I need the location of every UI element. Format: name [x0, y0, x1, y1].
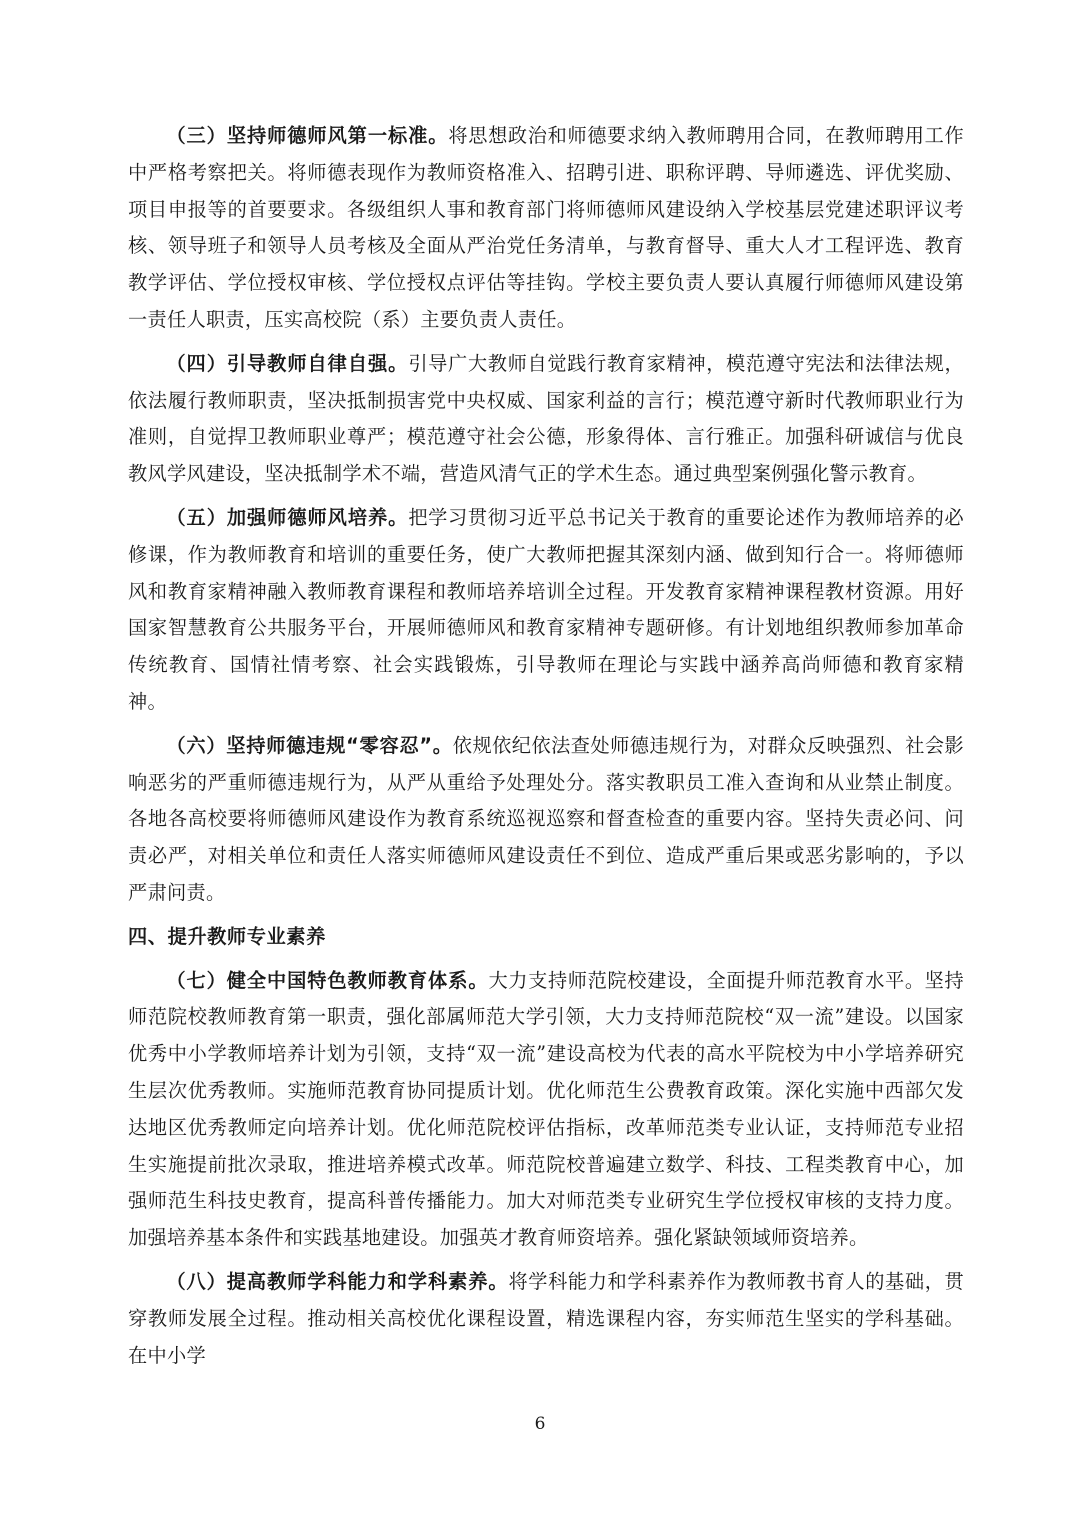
paragraph-6 [128, 728, 964, 912]
section-heading: 四、提升教师专业素养 [128, 924, 326, 948]
paragraph-heading: （七）健全中国特色教师教育体系。 [166, 968, 489, 992]
paragraph-body: 将思想政治和师德要求纳入教师聘用合同，在教师聘用工作中严格考察把关。将师德表现作为教师资格准入、招聘引进、职称评聘、导师遴选、评优奖励、项目申报等的首要要求。各级组织人事和教育部门将师德师风建设纳入学校基层党建述职评议考核、领导班子和领导人员考核及全面从严治党任务清单，与教育督导、重大人才工程评选、教育教学评估、学位授权审核、学位授权点评估等挂钩。学校主要负责人要认真履行师德师风建设第一责任人职责，压实高校院（系）主要负责人责任。 [128, 124, 964, 331]
paragraph-heading: （六）坚持师德违规“零容忍”。 [166, 733, 453, 757]
paragraph-5 [128, 500, 964, 721]
paragraph-heading: （五）加强师德师风培养。 [166, 505, 409, 529]
paragraph-3 [128, 118, 964, 339]
paragraph-heading: （八）提高教师学科能力和学科素养。 [166, 1269, 509, 1293]
paragraph-body: 把学习贯彻习近平总书记关于教育的重要论述作为教师培养的必修课，作为教师教育和培训的重要任务，使广大教师把握其深刻内涵、做到知行合一。将师德师风和教育家精神融入教师教育课程和教师培养培训全过程。开发教育家精神课程教材资源。用好国家智慧教育公共服务平台，开展师德师风和教育家精神专题研修。有计划地组织教师参加革命传统教育、国情社情考察、社会实践锻炼，引导教师在理论与实践中涵养高尚师德和教育家精神。 [128, 505, 964, 713]
paragraph-body: 依规依纪依法查处师德违规行为，对群众反映强烈、社会影响恶劣的严重师德违规行为，从严从重给予处理处分。落实教职员工准入查询和从业禁止制度。各地各高校要将师德师风建设作为教育系统巡视巡察和督查检查的重要内容。坚持失责必问、问责必严，对相关单位和责任人落实师德师风建设责任不到位、造成严重后果或恶劣影响的，予以严肃问责。 [128, 733, 964, 904]
paragraph-body: 引导广大教师自觉践行教育家精神，模范遵守宪法和法律法规，依法履行教师职责，坚决抵制损害党中央权威、国家利益的言行；模范遵守新时代教师职业行为准则，自觉捍卫教师职业尊严；模范遵守社会公德，形象得体、言行雅正。加强科研诚信与优良教风学风建设，坚决抵制学术不端，营造风清气正的学术生态。通过典型案例强化警示教育。 [128, 351, 964, 486]
document-page [128, 118, 964, 1381]
paragraph-body: 将学科能力和学科素养作为教师教书育人的基础，贯穿教师发展全过程。推动相关高校优化课程设置，精选课程内容，夯实师范生坚实的学科基础。在中小学 [128, 1269, 964, 1367]
paragraph-body: 大力支持师范院校建设，全面提升师范教育水平。坚持师范院校教师教育第一职责，强化部属师范大学引领，大力支持师范院校“双一流”建设。以国家优秀中小学教师培养计划为引领，支持“双一流”建设高校为代表的高水平院校为中小学培养研究生层次优秀教师。实施师范教育协同提质计划。优化师范生公费教育政策。深化实施中西部欠发达地区优秀教师定向培养计划。优化师范院校评估指标，改革师范类专业认证，支持师范专业招生实施提前批次录取，推进培养模式改革。师范院校普遍建立数学、科技、工程类教育中心，加强师范生科技史教育，提高科普传播能力。加大对师范类专业研究生学位授权审核的支持力度。加强培养基本条件和实践基地建设。加强英才教育师资培养。强化紧缺领域师资培养。 [128, 968, 964, 1250]
paragraph-7 [128, 963, 964, 1257]
paragraph-heading: （三）坚持师德师风第一标准。 [166, 124, 449, 147]
paragraph-4 [128, 346, 964, 493]
paragraph-8 [128, 1264, 964, 1374]
page-number: 6 [534, 1414, 546, 1434]
paragraph-heading: （四）引导教师自律自强。 [166, 351, 409, 375]
